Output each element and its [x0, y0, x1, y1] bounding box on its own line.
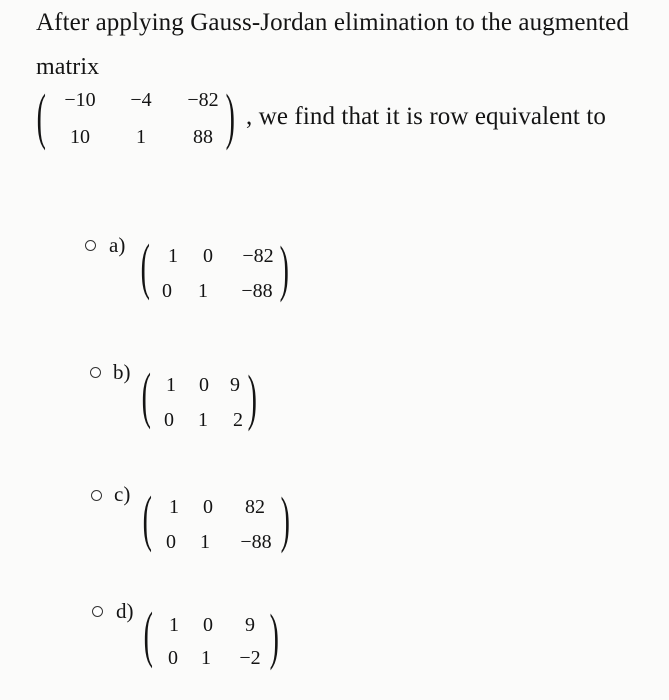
matrix-cell: 2: [233, 409, 243, 431]
matrix-cell: 10: [70, 126, 90, 148]
matrix-cell: −2: [239, 647, 261, 669]
matrix-cell: 0: [166, 531, 176, 553]
matrix-cell: 1: [168, 245, 178, 267]
matrix-cell: 1: [166, 374, 176, 396]
matrix-cell: −4: [130, 89, 152, 111]
radio-button-b[interactable]: [90, 367, 101, 378]
matrix-cell: 0: [168, 647, 178, 669]
option-label-a: a): [109, 233, 126, 257]
matrix-cell: 0: [199, 374, 209, 396]
matrix-cell: 82: [245, 496, 265, 518]
matrix-cell: 88: [193, 126, 213, 148]
matrix-cell: 0: [162, 280, 172, 302]
matrix-cell: −10: [64, 89, 96, 111]
right-paren: ): [280, 486, 290, 554]
matrix-cell: 1: [200, 531, 210, 553]
matrix-cell: −82: [187, 89, 219, 111]
left-paren: (: [140, 233, 150, 301]
left-paren: (: [142, 485, 152, 553]
matrix-cell: 1: [198, 280, 208, 302]
matrix-cell: 0: [164, 409, 174, 431]
matrix-cell: 9: [245, 614, 255, 636]
question-line-1: After applying Gauss-Jordan elimination to the augmented: [36, 9, 629, 36]
matrix-cell: 1: [169, 496, 179, 518]
question-line-2: matrix: [36, 54, 100, 80]
matrix-cell: 0: [203, 496, 213, 518]
matrix-cell: 1: [201, 647, 211, 669]
option-label-b: b): [113, 360, 131, 384]
matrix-cell: −88: [240, 531, 272, 553]
radio-button-c[interactable]: [91, 490, 102, 501]
matrix-cell: 0: [203, 245, 213, 267]
radio-button-d[interactable]: [92, 606, 103, 617]
right-paren: ): [269, 603, 279, 671]
radio-button-a[interactable]: [85, 240, 96, 251]
right-paren: ): [225, 83, 235, 151]
left-paren: (: [141, 362, 151, 430]
left-paren: (: [143, 601, 153, 669]
right-paren: ): [279, 235, 289, 303]
matrix-cell: −88: [241, 280, 273, 302]
matrix-cell: 1: [136, 126, 146, 148]
matrix-cell: 0: [203, 614, 213, 636]
right-paren: ): [247, 364, 257, 432]
matrix-cell: 1: [198, 409, 208, 431]
option-label-c: c): [114, 482, 131, 506]
matrix-cell: −82: [242, 245, 274, 267]
matrix-cell: 9: [230, 374, 240, 396]
question-continuation: , we find that it is row equivalent to: [246, 103, 606, 130]
left-paren: (: [36, 83, 46, 151]
matrix-cell: 1: [169, 614, 179, 636]
option-label-d: d): [116, 599, 134, 623]
